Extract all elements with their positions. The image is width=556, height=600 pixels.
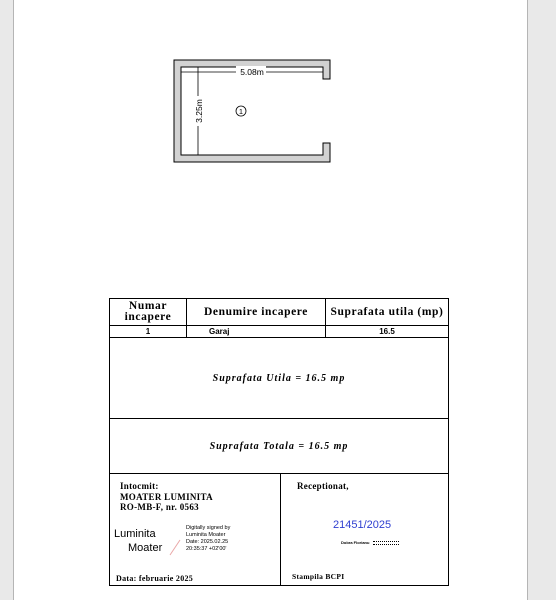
suprafata-totala: Suprafata Totala = 16.5 mp <box>209 440 349 452</box>
utila-section <box>110 338 448 419</box>
document-date: Data: februarie 2025 <box>116 574 194 583</box>
header-numar: Numar incapere <box>110 299 187 325</box>
height-label: 3.25m <box>194 99 204 123</box>
header-denumire: Denumire incapere <box>187 299 326 325</box>
author-name: MOATER LUMINITA <box>120 491 213 502</box>
row-area: 16.5 <box>379 327 395 336</box>
digital-signature-details: Digitally signed by Luminita Moater Date: 2025.02.25 20:35:37 +02'00' <box>186 525 231 552</box>
stamp-line <box>373 541 399 543</box>
table-row <box>110 326 448 338</box>
table-header-row <box>110 299 448 326</box>
width-label: 5.08m <box>240 67 264 77</box>
footer-divider <box>280 474 281 585</box>
stamp-line <box>373 544 399 546</box>
stampila-label: Stampila BCPI <box>292 572 345 581</box>
header-suprafata: Suprafata utila (mp) <box>330 305 444 318</box>
row-name: Garaj <box>187 326 326 337</box>
license-number: RO-MB-F, nr. 0563 <box>120 502 199 512</box>
intocmit-block <box>120 481 213 513</box>
intocmit-label: Intocmit: <box>120 481 159 491</box>
totala-section <box>110 419 448 474</box>
stamp-text: Dobra Florianu <box>341 540 370 545</box>
signature-name: Luminita Moater <box>114 528 163 554</box>
registration-number: 21451/2025 <box>333 519 392 531</box>
row-number: 1 <box>110 326 187 337</box>
svg-text:1: 1 <box>238 107 244 116</box>
signature-stroke <box>168 537 182 557</box>
room-table <box>109 298 449 586</box>
receptionat-label: Receptionat, <box>297 481 349 491</box>
suprafata-utila: Suprafata Utila = 16.5 mp <box>212 372 346 384</box>
